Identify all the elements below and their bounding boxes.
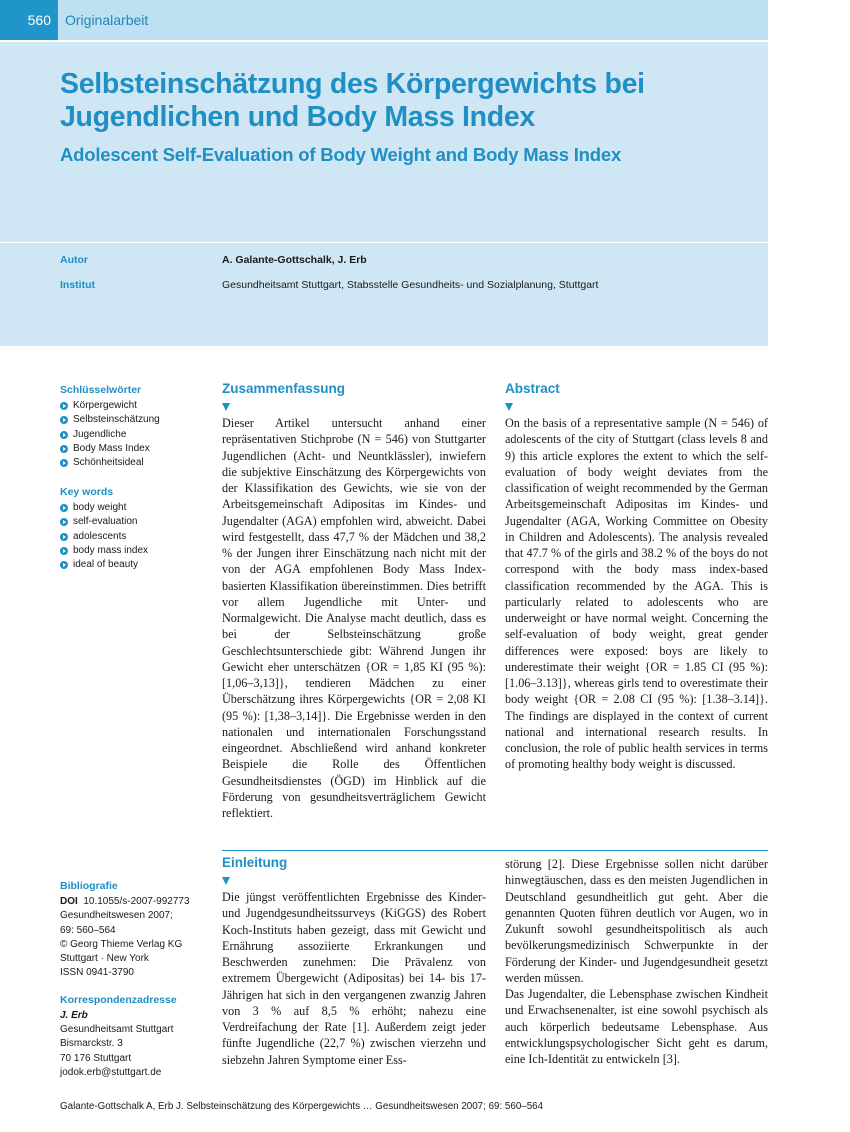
doi-label: DOI (60, 896, 78, 907)
article-title-de: Selbsteinschätzung des Körpergewichts bei Jugendlichen und Body Mass Index (60, 68, 645, 133)
keyword-item: Jugendliche (60, 428, 210, 442)
einleitung-paragraph: Das Jugendalter, die Lebensphase zwischen Kindheit und Erwachsenenalter, ist eine sowohl psychisch als auch körperlich bedeutsame Lebensphase. Aus entwicklungspsychologischer Sicht geht es darum, eine Ich-Identität zu entwickeln [3]. (505, 987, 768, 1066)
zusammenfassung-text (222, 415, 486, 821)
section-rule (222, 850, 768, 851)
institute-name: Gesundheitsamt Stuttgart, Stabsstelle Gesundheits- und Sozialplanung, Stuttgart (222, 279, 599, 291)
keywords-en-heading: Key words (60, 486, 114, 498)
keyword-item: adolescents (60, 530, 210, 544)
keyword-item: ideal of beauty (60, 558, 210, 572)
keyword-item: Körpergewicht (60, 399, 210, 413)
korrespondenz-heading: Korrespondenzadresse (60, 993, 177, 1006)
doi-value: 10.1055/s-2007-992773 (83, 896, 190, 907)
correspondent-org: Gesundheitsamt Stuttgart (60, 1024, 174, 1036)
bibliografie-heading: Bibliografie (60, 880, 118, 892)
correspondent-name: J. Erb (60, 1009, 88, 1021)
zusammenfassung-heading: Zusammenfassung (222, 381, 346, 396)
keywords-de-heading: Schlüsselwörter (60, 384, 142, 396)
author-names: A. Galante-Gottschalk, J. Erb (222, 254, 367, 266)
copyright-line: © Georg Thieme Verlag KG (60, 938, 183, 950)
issn-line: ISSN 0941-3790 (60, 967, 134, 979)
keywords-de-list (60, 399, 210, 470)
triangle-down-icon (222, 877, 230, 885)
abstract-text (505, 415, 768, 773)
einleitung-paragraph: Die jüngst veröffentlichten Ergebnisse des Kinder- und Jugendgesundheitssurveys (KiGGS) des Robert Koch-Instituts haben gezeigt, dass mit Gewicht und Ernährung assoziierte Erkrankungen und Beschwerden zunehmen: Die Prävalenz von extremem Übergewicht (Adipositas) bei 14- bis 17-Jährigen hat sich in den vergangenen zwanzig Jahren von 3 % auf 8,5 % erhöht; nahezu eine Verdreifachung der Rate [1]. Außerdem zeigt jeder fünfte Jugendliche (22,7 %) zwischen vierzehn und siebzehn Jahren Symptome einer Ess- (222, 890, 486, 1067)
einleitung-col1 (222, 889, 486, 1068)
journal-line: Gesundheitswesen 2007; (60, 910, 173, 922)
triangle-down-icon (505, 403, 513, 411)
location-line: Stuttgart · New York (60, 953, 149, 965)
bibliografie-block (60, 879, 220, 1080)
section-label: Originalarbeit (65, 12, 149, 28)
keywords-en-list (60, 501, 210, 572)
keyword-item: body mass index (60, 544, 210, 558)
abstract-heading: Abstract (505, 381, 560, 396)
page-number: 560 (0, 0, 58, 40)
article-title-en: Adolescent Self-Evaluation of Body Weight and Body Mass Index (60, 144, 622, 165)
correspondent-email[interactable]: jodok.erb@stuttgart.de (60, 1066, 162, 1078)
einleitung-paragraph: störung [2]. Diese Ergebnisse sollen nicht darüber hinwegtäuschen, dass es den meisten Jugendlichen in Deutschland gesundheitlich gut geht. Aber die genannten Quoten führen deutlich vor Augen, wo in Zukunft sowohl gesundheitspolitisch als auch bevölkerungsmedizinisch Schwerpunkte in der Förderung der Kinder- und Jugendgesundheit gesetzt werden müssen. (505, 857, 768, 985)
header-divider (0, 242, 768, 243)
correspondent-street: Bismarckstr. 3 (60, 1038, 123, 1050)
institute-label: Institut (60, 279, 95, 291)
keywords-de (60, 383, 210, 470)
header-band (0, 0, 768, 346)
keyword-item: self-evaluation (60, 515, 210, 529)
author-label: Autor (60, 254, 88, 266)
page-footer: Galante-Gottschalk A, Erb J. Selbsteinschätzung des Körpergewichts … Gesundheitswesen 2007; 69: 560–564 (60, 1101, 544, 1112)
keyword-item: Schönheitsideal (60, 456, 210, 470)
zusammenfassung-paragraph: Dieser Artikel untersucht anhand einer repräsentativen Stichprobe (N = 546) von Stuttgarter Jugendlichen (Acht- und Neuntklässler), inwiefern die subjektive Einschätzung des Körpergewichts von der Klassifikation des Gewichts, wie sie von der Arbeitsgemeinschaft Adipositas im Kindes- und Jugendalter (AGA) empfohlen wird, abweicht. Dabei wird festgestellt, dass 47,7 % der Mädchen und 38,2 % der Jungen ihrer Einschätzung nach nicht mit der von der AGA empfohlenen Body Mass Index-basierten Klassifikation übereinstimmen. Dies betrifft vor allem Jugendliche mit Unter- und Normalgewicht. Die Analyse macht deutlich, dass es bei der Selbsteinschätzung große Geschlechtsunterschiede gibt: Während Jungen ihr Gewicht eher unterschätzen {OR = 1,85 KI (95 %): [1,06–3,13]}, tendieren Mädchen zu einer Überschätzung ihres Körpergewichts {OR = 2,08 KI (95 %): [1,38–3,14]}. Die Ergebnisse werden in den nationalen und internationalen Forschungsstand eingeordnet. Abschließend wird anhand konkreter Beispiele die Rolle des Öffentlichen Gesundheitsdienstes (ÖGD) im Hinblick auf die Förderung von gesundheitsverträglichem Gewicht reflektiert. (222, 416, 486, 820)
keywords-en (60, 485, 210, 572)
keyword-item: Body Mass Index (60, 442, 210, 456)
pages-line: 69: 560–564 (60, 924, 116, 936)
triangle-down-icon (222, 403, 230, 411)
abstract-paragraph: On the basis of a representative sample (N = 546) of adolescents of the city of Stuttgart (class levels 8 and 9) this article explores the extent to which the self-evaluation of body weight deviates from the classification of weight recommended by the German Arbeitsgemeinschaft Adipositas im Kindes- und Jugendalter (AGA, Working Committee on Obesity in Children and Adolescents). The analysis revealed that 47.7 % of the girls and 38.2 % of the boys do not correspond with the body mass index-based classification recommended by the AGA. This is particularly related to adolescents who are underweight or have normal weight. Concerning the self-evaluation of body weight, great gender differences were exposed: boys are likely to underestimate their weight {OR = 1.85 CI (95 %): [1.06–3.13]}, whereas girls tend to overestimate their body weight {OR = 2.08 CI (95 %): [1.38–3.14]}. The findings are displayed in the context of current national and international research results. In conclusion, the role of public health services in terms of promoting healthy body weight is discussed. (505, 416, 768, 772)
correspondent-city: 70 176 Stuttgart (60, 1052, 132, 1064)
keyword-item: body weight (60, 501, 210, 515)
einleitung-col2 (505, 856, 768, 1067)
einleitung-heading: Einleitung (222, 855, 288, 870)
doi-line (60, 895, 220, 909)
keyword-item: Selbsteinschätzung (60, 413, 210, 427)
